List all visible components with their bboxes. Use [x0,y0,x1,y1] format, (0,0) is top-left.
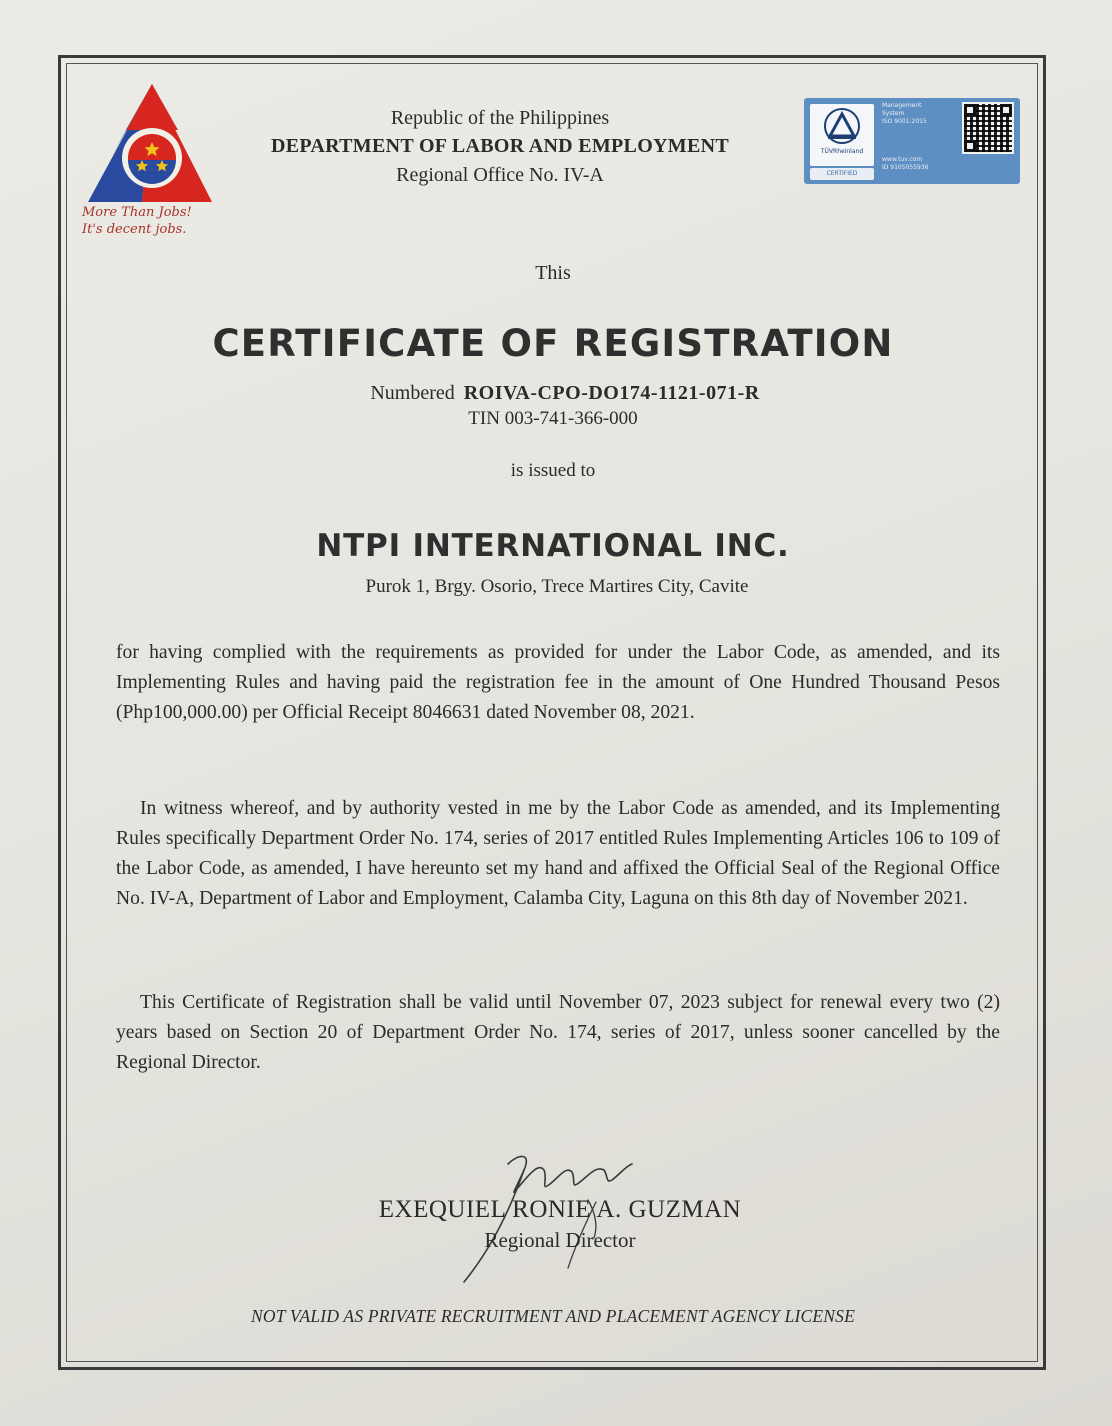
dole-tagline [82,204,252,238]
tuv-brand: TÜVRheinland [820,148,864,155]
issued-to-text: is issued to [510,460,596,481]
tagline-line1: More Than Jobs! [82,205,192,220]
witness-paragraph [116,794,1000,914]
badge-line1: Management [882,102,922,109]
badge-line4: www.tuv.com [882,156,923,163]
badge-line2: System [882,110,905,117]
republic-heading: Republic of the Philippines [390,107,610,129]
badge-line3: ISO 9001:2015 [882,118,927,125]
tuv-logo-box [810,104,874,166]
badge-line5: ID 9105055936 [882,164,929,171]
certificate-number: ROIVA-CPO-DO174-1121-071-R [463,382,760,404]
company-address: Purok 1, Brgy. Osorio, Trece Martires City, Cavite [365,576,749,597]
tin-number: TIN 003-741-366-000 [468,408,638,429]
certificate-title: CERTIFICATE OF REGISTRATION [212,322,894,365]
certified-label: CERTIFIED [810,168,874,180]
intro-text: This [535,262,571,284]
compliance-paragraph [116,638,1000,728]
dole-logo-icon [82,80,252,210]
paragraph-1: for having complied with the requirements as provided for under the Labor Code, as amended, and its Implementing Rules and having paid the registration fee in the amount of One Hundred Thousand Pesos (Php100,000.00) per Official Receipt 8046631 dated November 08, 2021. [116,642,1000,723]
company-name: NTPI INTERNATIONAL INC. [316,528,790,564]
qr-code-icon [962,102,1014,154]
tuv-triangle-icon [810,104,874,148]
paragraph-2: In witness whereof, and by authority vested in me by the Labor Code as amended, and its Implementing Rules specifically Department Order No. 174, series of 2017 entitled Rules Implementing Articles 106 to 109 of the Labor Code, as amended, I have hereunto set my hand and affixed the Official Seal of the Regional Office No. IV-A, Department of Labor and Employment, Calamba City, Laguna on this 8th day of November 2021. [116,798,1000,909]
footer-disclaimer: NOT VALID AS PRIVATE RECRUITMENT AND PLACEMENT AGENCY LICENSE [250,1306,855,1326]
regional-office-heading: Regional Office No. IV-A [396,164,604,186]
certificate-number-line [70,382,1048,405]
signatory-name: EXEQUIEL RONIE A. GUZMAN [378,1196,742,1223]
paragraph-3: This Certificate of Registration shall be valid until November 07, 2023 subject for renewal every two (2) years based on Section 20 of Department Order No. 174, series of 2017, unless sooner cancelled by the Regional Director. [116,992,1000,1073]
tagline-line2: It's decent jobs. [82,222,187,237]
numbered-label: Numbered [370,382,455,404]
department-heading: DEPARTMENT OF LABOR AND EMPLOYMENT [270,135,730,157]
badge-text [882,102,962,172]
iso-certification-badge [804,98,1020,184]
document-header [230,104,770,190]
validity-paragraph [116,988,1000,1078]
signatory-title: Regional Director [484,1228,636,1252]
